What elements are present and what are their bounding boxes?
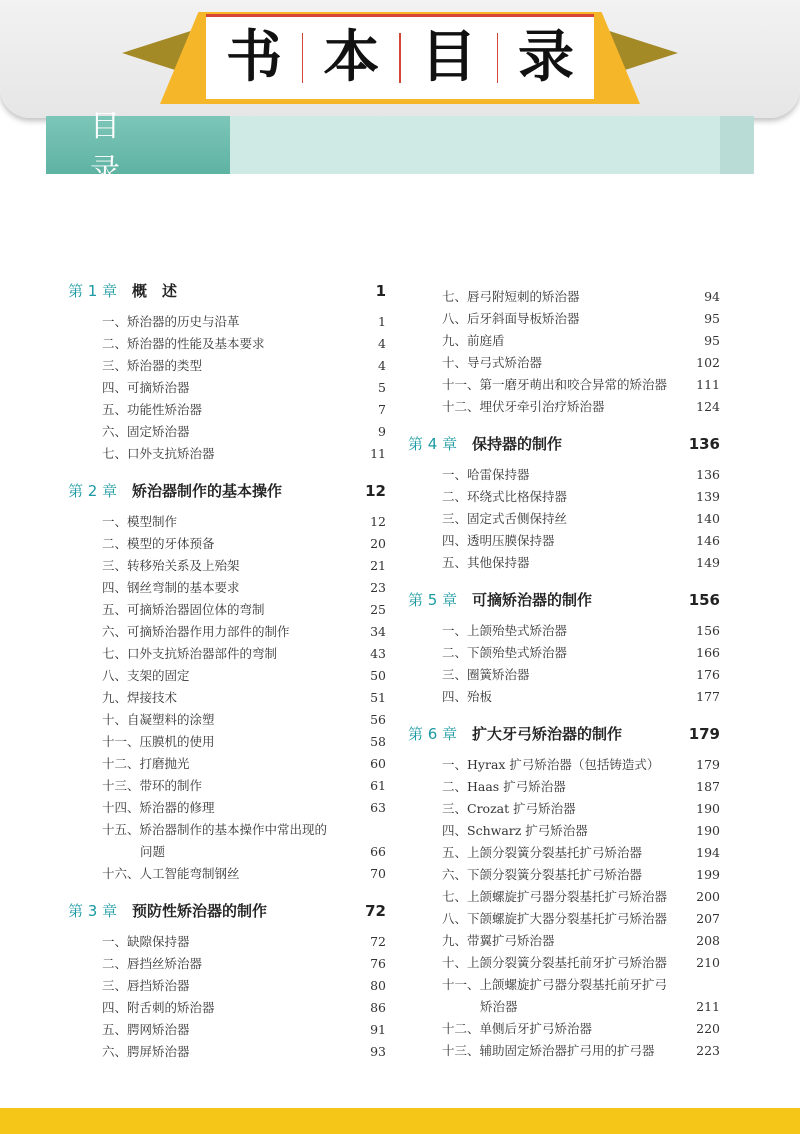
toc-entry <box>408 621 720 643</box>
toc-header-title: 目 录 <box>90 109 146 188</box>
toc-entry-page: 177 <box>696 689 720 704</box>
toc-entry-page: 7 <box>378 402 386 417</box>
chapter-heading <box>408 433 720 457</box>
toc-entry <box>408 309 720 331</box>
toc-entry-title: 五、可摘矫治器固位体的弯制 <box>102 602 265 617</box>
toc-entry <box>408 975 720 997</box>
toc-entry-page: 4 <box>378 358 386 373</box>
toc-entry <box>68 732 386 754</box>
toc-entry-title: 三、固定式舌侧保持丝 <box>442 511 568 526</box>
toc-entry-page: 4 <box>378 336 386 351</box>
toc-entry-title: 三、矫治器的类型 <box>102 358 203 373</box>
toc-entry-title: 一、缺隙保持器 <box>102 934 190 949</box>
toc-entry-page: 223 <box>696 1043 720 1058</box>
toc-entry-page: 176 <box>696 667 720 682</box>
toc-right-column <box>408 287 720 1063</box>
toc-entry <box>408 687 720 709</box>
toc-entry-title: 九、前庭盾 <box>442 333 505 348</box>
toc-entry-title: 六、固定矫治器 <box>102 424 190 439</box>
chapter-page: 1 <box>375 282 386 300</box>
toc-entry-title: 矫治器 <box>480 999 518 1014</box>
toc-entry-page: 95 <box>704 311 720 326</box>
toc-entry-title: 六、下颌分裂簧分裂基托扩弓矫治器 <box>442 867 643 882</box>
toc-entry-page: 166 <box>696 645 720 660</box>
toc-entry-page: 200 <box>696 889 720 904</box>
toc-entry <box>68 534 386 556</box>
toc-entry-page: 136 <box>696 467 720 482</box>
toc-entry <box>68 998 386 1020</box>
toc-entry-title: 二、唇挡丝矫治器 <box>102 956 203 971</box>
toc-entry <box>68 644 386 666</box>
toc-entry <box>68 932 386 954</box>
toc-entry-title: 十五、矫治器制作的基本操作中常出现的 <box>102 822 328 837</box>
banner-title <box>206 14 594 99</box>
toc-entry-page: 66 <box>370 844 386 859</box>
toc-entry-page: 199 <box>696 867 720 882</box>
toc-entry-title: 四、殆板 <box>442 689 493 704</box>
toc-entry <box>68 422 386 444</box>
toc-entry <box>408 643 720 665</box>
toc-entry <box>68 976 386 998</box>
toc-entry <box>68 600 386 622</box>
toc-entry <box>68 1020 386 1042</box>
toc-entry <box>68 444 386 466</box>
toc-entry-page: 1 <box>378 314 386 329</box>
toc-entry <box>68 798 386 820</box>
toc-entry-title: 十、上颌分裂簧分裂基托前牙扩弓矫治器 <box>442 955 668 970</box>
chapter-title: 扩大牙弓矫治器的制作 <box>472 725 623 743</box>
toc-entry <box>68 864 386 886</box>
toc-entry-title: 十、自凝塑料的涂塑 <box>102 712 215 727</box>
banner-char: 录 <box>517 25 574 90</box>
toc-entry-page: 220 <box>696 1021 720 1036</box>
chapter-number: 第 4 章 <box>408 435 458 453</box>
toc-entry-page: 93 <box>370 1044 386 1059</box>
chapter-heading <box>68 900 386 924</box>
toc-entry-title: 九、带翼扩弓矫治器 <box>442 933 555 948</box>
toc-entry <box>408 665 720 687</box>
toc-entry <box>408 553 720 575</box>
chapter-title: 保持器的制作 <box>472 435 563 453</box>
toc-entry-page: 124 <box>696 399 720 414</box>
toc-entry-title: 五、功能性矫治器 <box>102 402 203 417</box>
toc-entry-title: 八、后牙斜面导板矫治器 <box>442 311 580 326</box>
banner-char: 本 <box>323 25 380 90</box>
chapter-page: 179 <box>688 725 720 743</box>
toc-entry <box>68 512 386 534</box>
toc-left-column <box>68 280 386 1064</box>
chapter-number: 第 6 章 <box>408 725 458 743</box>
toc-entry <box>68 622 386 644</box>
toc-entry-title: 二、矫治器的性能及基本要求 <box>102 336 265 351</box>
toc-entry-page: 94 <box>704 289 720 304</box>
toc-entry-page: 12 <box>370 514 386 529</box>
toc-entry-title: 四、附舌刺的矫治器 <box>102 1000 215 1015</box>
chapter-title: 预防性矫治器的制作 <box>132 902 268 920</box>
toc-entry <box>408 487 720 509</box>
toc-entry-page: 146 <box>696 533 720 548</box>
toc-entry-title: 十二、单侧后牙扩弓矫治器 <box>442 1021 593 1036</box>
toc-entry-page: 190 <box>696 823 720 838</box>
toc-entry-page: 72 <box>370 934 386 949</box>
toc-entry-page: 50 <box>370 668 386 683</box>
toc-entry-page: 111 <box>696 377 720 392</box>
toc-entry <box>408 931 720 953</box>
toc-entry <box>408 997 720 1019</box>
toc-entry-title: 一、上颌殆垫式矫治器 <box>442 623 568 638</box>
toc-entry-page: 56 <box>370 712 386 727</box>
toc-entry <box>408 331 720 353</box>
toc-entry-page: 194 <box>696 845 720 860</box>
toc-entry <box>68 578 386 600</box>
toc-entry-page: 20 <box>370 536 386 551</box>
toc-entry <box>68 710 386 732</box>
chapter-heading <box>68 480 386 504</box>
chapter-number: 第 5 章 <box>408 591 458 609</box>
toc-entry-title: 十一、上颌螺旋扩弓器分裂基托前牙扩弓 <box>442 977 668 992</box>
toc-entry-title: 七、口外支抗矫治器 <box>102 446 215 461</box>
toc-entry <box>68 312 386 334</box>
toc-entry <box>408 465 720 487</box>
toc-entry-title: 一、模型制作 <box>102 514 178 529</box>
toc-entry-page: 210 <box>696 955 720 970</box>
toc-entry <box>68 400 386 422</box>
toc-entry-title: 五、上颌分裂簧分裂基托扩弓矫治器 <box>442 845 643 860</box>
toc-entry <box>408 887 720 909</box>
toc-entry <box>68 954 386 976</box>
toc-entry-page: 25 <box>370 602 386 617</box>
toc-entry-page: 70 <box>370 866 386 881</box>
toc-entry-page: 179 <box>696 757 720 772</box>
toc-entry-title: 十、导弓式矫治器 <box>442 355 543 370</box>
toc-entry-title: 四、透明压膜保持器 <box>442 533 555 548</box>
toc-entry <box>408 953 720 975</box>
toc-entry-title: 五、腭网矫治器 <box>102 1022 190 1037</box>
toc-entry-page: 60 <box>370 756 386 771</box>
toc-entry <box>68 1042 386 1064</box>
toc-entry <box>408 777 720 799</box>
toc-entry <box>408 1019 720 1041</box>
toc-entry-title: 二、环绕式比格保持器 <box>442 489 568 504</box>
chapter-number: 第 2 章 <box>68 482 118 500</box>
toc-entry <box>408 799 720 821</box>
chapter-number: 第 1 章 <box>68 282 118 300</box>
footer-strip <box>0 1108 800 1134</box>
toc-entry <box>68 556 386 578</box>
toc-entry-page: 58 <box>370 734 386 749</box>
toc-entry <box>408 843 720 865</box>
toc-entry <box>68 754 386 776</box>
toc-entry <box>408 1041 720 1063</box>
toc-entry-title: 九、焊接技术 <box>102 690 178 705</box>
toc-entry-title: 三、圈簧矫治器 <box>442 667 530 682</box>
toc-entry-page: 63 <box>370 800 386 815</box>
toc-entry-title: 十四、矫治器的修理 <box>102 800 215 815</box>
toc-entry-page: 61 <box>370 778 386 793</box>
toc-entry <box>408 353 720 375</box>
chapter-page: 72 <box>365 902 386 920</box>
toc-entry-title: 六、腭屏矫治器 <box>102 1044 190 1059</box>
toc-entry-page: 139 <box>696 489 720 504</box>
toc-entry-title: 问题 <box>140 844 166 859</box>
toc-entry-page: 51 <box>370 690 386 705</box>
toc-entry-title: 十一、压膜机的使用 <box>102 734 215 749</box>
toc-entry-title: 一、矫治器的历史与沿革 <box>102 314 240 329</box>
toc-entry-title: 十三、带环的制作 <box>102 778 203 793</box>
toc-entry-page: 11 <box>370 446 386 461</box>
toc-entry-page: 80 <box>370 978 386 993</box>
toc-entry-page: 187 <box>696 779 720 794</box>
toc-entry-title: 三、唇挡矫治器 <box>102 978 190 993</box>
toc-entry <box>408 755 720 777</box>
toc-entry-title: 五、其他保持器 <box>442 555 530 570</box>
toc-entry <box>408 865 720 887</box>
toc-entry <box>68 820 386 842</box>
toc-entry <box>408 375 720 397</box>
chapter-heading <box>408 589 720 613</box>
toc-entry-page: 207 <box>696 911 720 926</box>
toc-entry-title: 四、Schwarz 扩弓矫治器 <box>442 823 588 838</box>
toc-header-tab <box>46 109 230 188</box>
toc-entry-title: 十二、埋伏牙牵引治疗矫治器 <box>442 399 605 414</box>
toc-entry <box>408 909 720 931</box>
toc-entry-title: 一、哈雷保持器 <box>442 467 530 482</box>
chapter-number: 第 3 章 <box>68 902 118 920</box>
toc-entry <box>68 688 386 710</box>
toc-entry <box>68 356 386 378</box>
toc-entry-page: 5 <box>378 380 386 395</box>
toc-entry-title: 三、转移殆关系及上殆架 <box>102 558 240 573</box>
toc-header-bar-end <box>720 116 754 174</box>
toc-entry-page: 102 <box>696 355 720 370</box>
toc-entry-title: 十一、第一磨牙萌出和咬合异常的矫治器 <box>442 377 668 392</box>
chapter-heading <box>68 280 386 304</box>
chapter-page: 136 <box>688 435 720 453</box>
toc-entry <box>68 334 386 356</box>
toc-header-bar <box>46 109 754 188</box>
toc-entry <box>408 397 720 419</box>
toc-entry-title: 四、可摘矫治器 <box>102 380 190 395</box>
toc-entry-title: 十六、人工智能弯制钢丝 <box>102 866 240 881</box>
toc-entry <box>408 821 720 843</box>
toc-entry-page: 95 <box>704 333 720 348</box>
toc-entry-title: 八、下颌螺旋扩大器分裂基托扩弓矫治器 <box>442 911 668 926</box>
banner-char: 目 <box>420 25 477 90</box>
chapter-page: 156 <box>688 591 720 609</box>
toc-entry-page: 34 <box>370 624 386 639</box>
toc-entry-page: 91 <box>370 1022 386 1037</box>
toc-entry <box>68 666 386 688</box>
toc-entry-title: 十三、辅助固定矫治器扩弓用的扩弓器 <box>442 1043 655 1058</box>
toc-entry-page: 190 <box>696 801 720 816</box>
banner-char: 书 <box>226 25 282 90</box>
toc-entry <box>408 509 720 531</box>
toc-entry-page: 211 <box>696 999 720 1014</box>
toc-entry-title: 二、模型的牙体预备 <box>102 536 215 551</box>
toc-entry <box>408 531 720 553</box>
toc-entry-page: 156 <box>696 623 720 638</box>
toc-entry-page: 86 <box>370 1000 386 1015</box>
toc-entry-title: 一、Hyrax 扩弓矫治器（包括铸造式） <box>442 757 660 772</box>
toc-entry-title: 七、唇弓附短刺的矫治器 <box>442 289 580 304</box>
toc-entry-title: 四、钢丝弯制的基本要求 <box>102 580 240 595</box>
toc-entry-page: 208 <box>696 933 720 948</box>
chapter-page: 12 <box>365 482 386 500</box>
chapter-title: 概 述 <box>132 282 178 300</box>
toc-entry-page: 21 <box>370 558 386 573</box>
toc-entry-page: 140 <box>696 511 720 526</box>
chapter-title: 可摘矫治器的制作 <box>472 591 593 609</box>
toc-entry-title: 十二、打磨抛光 <box>102 756 190 771</box>
toc-entry <box>68 378 386 400</box>
toc-entry <box>68 842 386 864</box>
toc-entry-title: 七、上颌螺旋扩弓器分裂基托扩弓矫治器 <box>442 889 668 904</box>
toc-entry <box>68 776 386 798</box>
toc-entry-page: 9 <box>378 424 386 439</box>
toc-entry-title: 八、支架的固定 <box>102 668 190 683</box>
toc-entry-page: 76 <box>370 956 386 971</box>
toc-entry-title: 六、可摘矫治器作用力部件的制作 <box>102 624 290 639</box>
toc-entry-title: 七、口外支抗矫治器部件的弯制 <box>102 646 278 661</box>
toc-entry-title: 三、Crozat 扩弓矫治器 <box>442 801 576 816</box>
toc-entry-title: 二、下颌殆垫式矫治器 <box>442 645 568 660</box>
chapter-title: 矫治器制作的基本操作 <box>132 482 283 500</box>
toc-entry-title: 二、Haas 扩弓矫治器 <box>442 779 566 794</box>
toc-entry <box>408 287 720 309</box>
toc-entry-page: 149 <box>696 555 720 570</box>
toc-entry-page: 23 <box>370 580 386 595</box>
chapter-heading <box>408 723 720 747</box>
toc-entry-page: 43 <box>370 646 386 661</box>
